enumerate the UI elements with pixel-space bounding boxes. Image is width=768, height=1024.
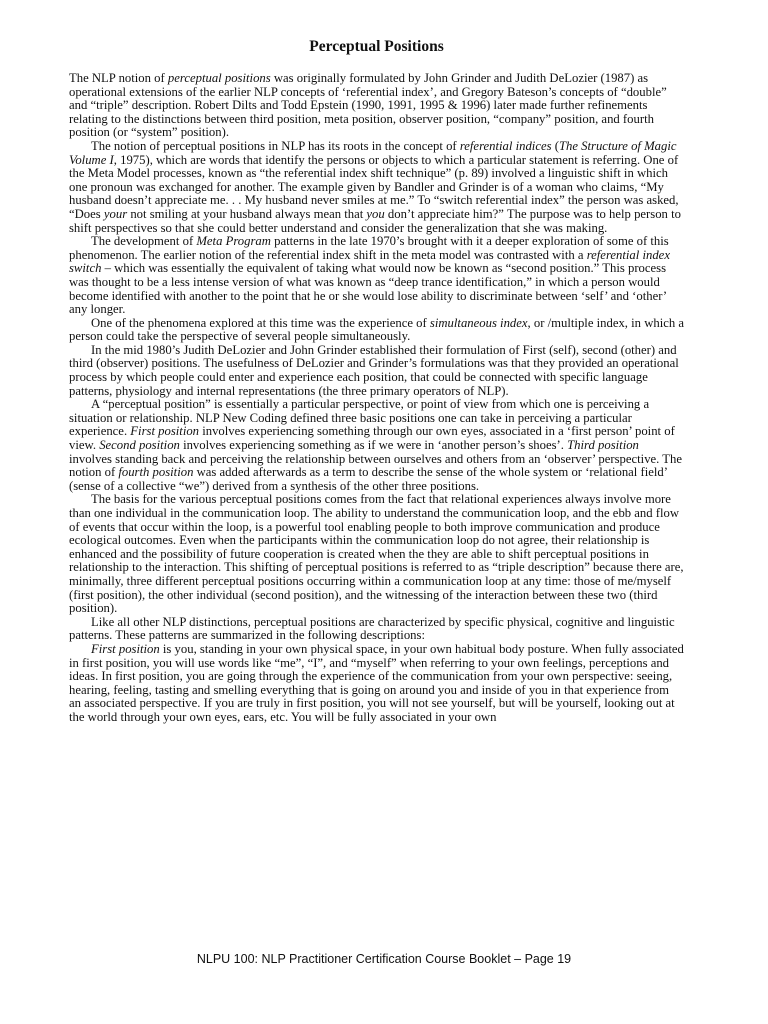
paragraph (69, 398, 684, 493)
italic-text: referential indices (459, 138, 552, 153)
text-run: , or /multiple index, in which a person could take the perspective of several people simultaneously. (69, 315, 684, 344)
text-run: don’t appreciate him?” The purpose was to help person to shift perspectives so that she could better understand and consider the generalization that she was making. (69, 206, 681, 235)
paragraph (69, 344, 684, 398)
italic-text: you (366, 206, 385, 221)
italic-text: referential index switch (69, 247, 670, 276)
italic-text: First position (130, 424, 200, 439)
text-run: involves experiencing something as if we were in ‘another person’s shoes’. (179, 438, 568, 453)
text-run: involves experiencing something through our own eyes, associated in a ‘first person’ point of view. (69, 424, 675, 453)
text-run: is you, standing in your own physical space, in your own habitual body posture. When fully associated in first position, you will use words like “me”, “I”, and “myself” when referring to your own feelings, perceptions and ideas. In first position, you are going through the experience of the communication from your own perspective: seeing, hearing, feeling, tasting and smelling everything that is going on around you and inside of you in that experience from an associated perspective. If you are truly in first position, you will not see yourself, but will be yourself, looking out at the world through your own eyes, ears, etc. You will be fully associated in your own (69, 641, 684, 724)
text-run: The basis for the various perceptual positions comes from the fact that relational experiences always involve more than one individual in the communication loop. The ability to understand the communication loop, and the ebb and flow of events that occur within the loop, is a powerful tool enabling people to both improve communication and produce ecological outcomes. Even when the participants within the communication loop do not agree, their relationship is enhanced and the possibility of future cooperation is created when the they are able to shift perceptual positions in relationship to the interaction. This shifting of perceptual positions is referred to as “triple description” because there are, minimally, three different perceptual positions occurring within a communication loop at any time: those of me/myself (first position), the other individual (second position), and the witnessing of the interaction between these two (third position). (69, 492, 684, 616)
text-run: – which was essentially the equivalent of taking what would now be known as “second position.” This process was thought to be a less intense version of what was known as “deep trance identification,” in which a person would become identified with another to the point that he or she would lose ability to discriminate between ‘self’ and ‘other’ any longer. (69, 261, 667, 317)
paragraph (69, 616, 684, 643)
page-footer: NLPU 100: NLP Practitioner Certification Course Booklet – Page 19 (196, 952, 572, 966)
text-run: Like all other NLP distinctions, perceptual positions are characterized by specific physical, cognitive and linguistic patterns. These patterns are summarized in the following descriptions: (69, 614, 675, 643)
italic-text: perceptual positions (167, 71, 271, 85)
paragraph (69, 317, 684, 344)
text-run: not smiling at your husband always mean that (127, 206, 367, 221)
text-run: In the mid 1980’s Judith DeLozier and John Grinder established their formulation of First (self), second (other) and third (observer) positions. The usefulness of DeLozier and Grinder’s formulations was that they provided an operational process by which people could enter and experience each position, that could be connected with specific language patterns, physiology and internal representations (the three primary operators of NLP). (69, 342, 679, 398)
italic-text: fourth position (118, 465, 194, 480)
text-run: One of the phenomena explored at this time was the experience of (91, 315, 430, 330)
text-run: patterns in the late 1970’s brought with it a deeper exploration of some of this phenomenon. The earlier notion of the referential index shift in the meta model was contrasted with a (69, 234, 669, 262)
text-run: was added afterwards as a term to describe the sense of the whole system or ‘relational field’ (sense of a collective “we”) derived from a synthesis of the other three positions. (69, 465, 668, 493)
italic-text: your (103, 206, 128, 221)
text-run: was originally formulated by John Grinder and Judith DeLozier (1987) as operational extensions of the earlier NLP concepts of ‘referential index’, and Gregory Bateson’s concepts of “double” and “triple” description. Robert Dilts and Todd Epstein (1990, 1991, 1995 & 1996) later made further refinements relating to the distinctions between third position, meta position, observer position, “company” position, and fourth position (or “system” position). (69, 71, 667, 140)
text-run: , 1975), which are words that identify the persons or objects to which a particular statement is referring. One of the Meta Model processes, known as “the referential index shift technique” (p. 89) involved a linguistic shift in which one pronoun was exchanged for another. The example given by Bandler and Grinder is of a woman who claims, “My husband doesn’t appreciate me. . . My husband never smiles at me.” To “switch referential index” the person was asked, “Does (69, 152, 679, 221)
text-run: involves standing back and perceiving the relationship between ourselves and others from an ‘observer’ perspective. The notion of (69, 451, 683, 480)
document-page (69, 36, 684, 725)
italic-text: Meta Program (196, 234, 271, 249)
text-run: The notion of perceptual positions in NLP has its roots in the concept of (91, 138, 460, 153)
text-run: The NLP notion of (69, 71, 168, 85)
paragraph (69, 235, 684, 317)
italic-text: Second position (99, 438, 180, 453)
paragraph (69, 72, 684, 140)
italic-text: First position (91, 641, 160, 656)
italic-text: Third position (567, 438, 639, 453)
italic-text: simultaneous index (429, 315, 528, 330)
text-run: A “perceptual position” is essentially a particular perspective, or point of view from which one is perceiving a situation or relationship. NLP New Coding defined three basic positions one can take in perceiving a particular experience. (69, 397, 650, 439)
paragraph (69, 643, 684, 725)
page-title: Perceptual Positions (309, 38, 444, 55)
text-run: ( (551, 138, 559, 153)
document-body (69, 72, 684, 725)
italic-text: The Structure of Magic Volume I (69, 138, 677, 167)
paragraph (69, 140, 684, 235)
paragraph (69, 493, 684, 615)
text-run: The development of (91, 234, 197, 249)
